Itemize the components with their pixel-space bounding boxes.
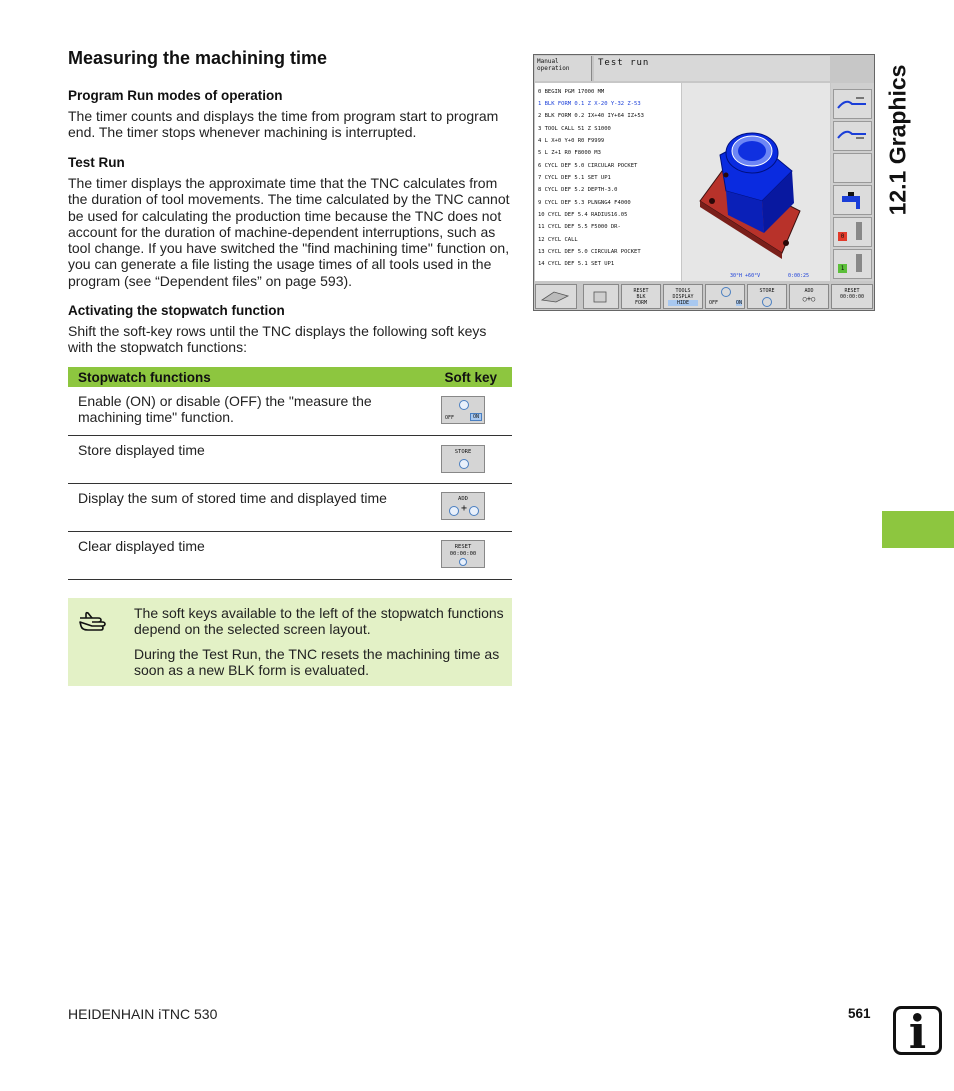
page-title: Measuring the machining time [68, 48, 328, 68]
softkey-label: STORE [454, 449, 472, 455]
softkey-add[interactable] [441, 492, 485, 520]
note-paragraph-2: During the Test Run, the TNC resets the machining time as soon as a new BLK form is evaluated. [134, 646, 500, 679]
softkey-blank-form[interactable] [583, 284, 619, 309]
program-line: 3 TOOL CALL 51 Z S1000 [538, 126, 611, 132]
stopwatch-table [68, 367, 512, 580]
chapter-marker [882, 511, 954, 548]
test-run-text: The timer displays the approximate time that the TNC calculates from the duration of tool movements. The time calculated by the TNC cannot be used for calculating the production time because the TNC does not account for the duration of machine-dependent interruptions, such as tool change. If you have switched the "find machining time" function on, you can generate a file listing the usage times of all tools used in the program (see “Dependent files” on page 593). [68, 175, 510, 289]
program-line: 4 L X+0 Y+0 R0 F9999 [538, 138, 605, 144]
softkey-path-1[interactable] [833, 89, 872, 119]
program-line: 1 BLK FORM 0.1 Z X-20 Y-32 Z-53 [538, 101, 641, 107]
table-row [68, 484, 512, 532]
softkey-label: 00:00:00 [839, 294, 865, 300]
softkey-label: ON [735, 300, 742, 306]
softkey-reset-time[interactable] [831, 284, 873, 309]
spindle-on-indicator: 1 [838, 264, 847, 273]
plus-icon: + [461, 503, 468, 514]
program-line: 9 CYCL DEF 5.3 PLNGNG4 F4000 [538, 200, 631, 206]
softkey-label: ADD [458, 496, 468, 502]
softkey-store[interactable] [747, 284, 787, 309]
note-paragraph-1: The soft keys available to the left of the stopwatch functions depend on the selected screen layout. [134, 605, 504, 638]
softkey-off-on[interactable] [705, 284, 745, 309]
program-run-heading: Program Run modes of operation [68, 88, 283, 103]
view-icon [538, 288, 574, 304]
program-line: 13 CYCL DEF 5.0 CIRCULAR POCKET [538, 249, 641, 255]
program-line: 12 CYCL CALL [538, 237, 578, 243]
softkey-label: RESET [633, 288, 649, 294]
program-line: 7 CYCL DEF 5.1 SET UP1 [538, 175, 611, 181]
info-icon [893, 1005, 942, 1059]
pointing-hand-icon [78, 610, 110, 632]
softkey-label: RESET [454, 544, 472, 550]
stopwatch-icon [459, 558, 467, 566]
program-line: 5 L Z+1 R0 F8000 M3 [538, 150, 601, 156]
mode-label-line2: operation [537, 65, 570, 72]
program-line: 8 CYCL DEF 5.2 DEPTH-3.0 [538, 187, 618, 193]
chapter-tab [868, 50, 928, 230]
softkey-blank[interactable] [833, 153, 872, 183]
row-text: Enable (ON) or disable (OFF) the "measure the machining time" function. [78, 393, 372, 426]
softkey-label: BLK [636, 294, 646, 300]
col-functions-header: Stopwatch functions [78, 369, 211, 385]
mode-label [535, 56, 592, 81]
stopwatch-icon [449, 506, 459, 516]
program-listing [535, 83, 681, 281]
stopwatch-icon [459, 459, 469, 469]
softkey-time-label: 00:00:00 [449, 551, 477, 557]
table-header [68, 367, 512, 387]
machining-time-readout: 0:00:25 [788, 273, 810, 279]
softkey-coolant[interactable] [833, 185, 872, 215]
col-softkey-header: Soft key [444, 369, 497, 385]
softkey-label: STORE [759, 288, 775, 294]
program-line: 0 BEGIN PGM 17000 MM [538, 89, 605, 95]
program-run-text: The timer counts and displays the time from program start to program end. The timer stops whenever machining is interrupted. [68, 108, 499, 141]
softkey-off-on[interactable] [441, 396, 485, 424]
view-angle-readout: 30°H +60°V [730, 273, 761, 279]
spindle-icon [856, 222, 862, 240]
coolant-tap-icon [834, 186, 871, 214]
softkey-spindle-start[interactable] [833, 249, 872, 279]
softkey-tools-display[interactable] [663, 284, 703, 309]
program-line: 10 CYCL DEF 5.4 RADIUS16.05 [538, 212, 628, 218]
softkey-label: RESET [844, 288, 860, 294]
tnc-screenshot [533, 54, 875, 311]
info-glyph: i [908, 1005, 927, 1059]
footer-product: HEIDENHAIN iTNC 530 [68, 1006, 218, 1022]
softkey-label: FORM [634, 300, 648, 306]
stopwatch-text: Shift the soft-key rows until the TNC displays the following soft keys with the stopwatch functions: [68, 323, 487, 356]
softkey-label: ADD [804, 288, 814, 294]
workpiece-3d-graphic [682, 83, 830, 273]
blank-form-icon [586, 288, 616, 306]
softkey-on-label: ON [470, 413, 482, 421]
softkey-off-label: OFF [445, 415, 455, 421]
softkey-path-2[interactable] [833, 121, 872, 151]
row-text: Display the sum of stored time and displayed time [78, 490, 387, 506]
table-row [68, 387, 512, 436]
tool-path-icon [834, 122, 871, 150]
note-box [68, 598, 512, 686]
stopwatch-icon [459, 400, 469, 410]
table-row [68, 436, 512, 484]
chapter-title: 12.1 Graphics [884, 64, 911, 216]
softkey-store[interactable] [441, 445, 485, 473]
softkey-label: TOOLS [675, 288, 691, 294]
softkey-spindle-stop[interactable] [833, 217, 872, 247]
page-number: 561 [848, 1006, 871, 1021]
stopwatch-icon [469, 506, 479, 516]
row-text: Clear displayed time [78, 538, 205, 554]
softkey-view[interactable] [535, 284, 577, 309]
mode-title: Test run [594, 56, 830, 81]
softkey-label: HIDE [668, 300, 698, 306]
softkey-reset-blk-form[interactable] [621, 284, 661, 309]
row-text: Store displayed time [78, 442, 205, 458]
program-line: 11 CYCL DEF 5.5 F5000 DR- [538, 224, 621, 230]
softkey-reset-time[interactable] [441, 540, 485, 568]
softkey-label: OFF [709, 300, 719, 306]
table-row [68, 532, 512, 580]
softkey-add[interactable] [789, 284, 829, 309]
spindle-off-indicator: 0 [838, 232, 847, 241]
mode-label-line1: Manual [537, 58, 559, 65]
program-line: 14 CYCL DEF 5.1 SET UP1 [538, 261, 615, 267]
test-run-heading: Test Run [68, 155, 125, 170]
stopwatch-icon [721, 287, 731, 297]
graphics-view [682, 83, 830, 281]
horizontal-softkeys [535, 284, 874, 310]
stopwatch-icon [762, 297, 772, 307]
program-line: 6 CYCL DEF 5.0 CIRCULAR POCKET [538, 163, 638, 169]
spindle-icon [856, 254, 862, 272]
add-clocks-icon: ○+○ [802, 295, 816, 303]
graphics-status [682, 273, 830, 281]
stopwatch-heading: Activating the stopwatch function [68, 303, 285, 318]
softkey-label: DISPLAY [672, 294, 694, 300]
tool-path-icon [834, 90, 871, 118]
program-line: 2 BLK FORM 0.2 IX+40 IY+64 IZ+53 [538, 113, 644, 119]
